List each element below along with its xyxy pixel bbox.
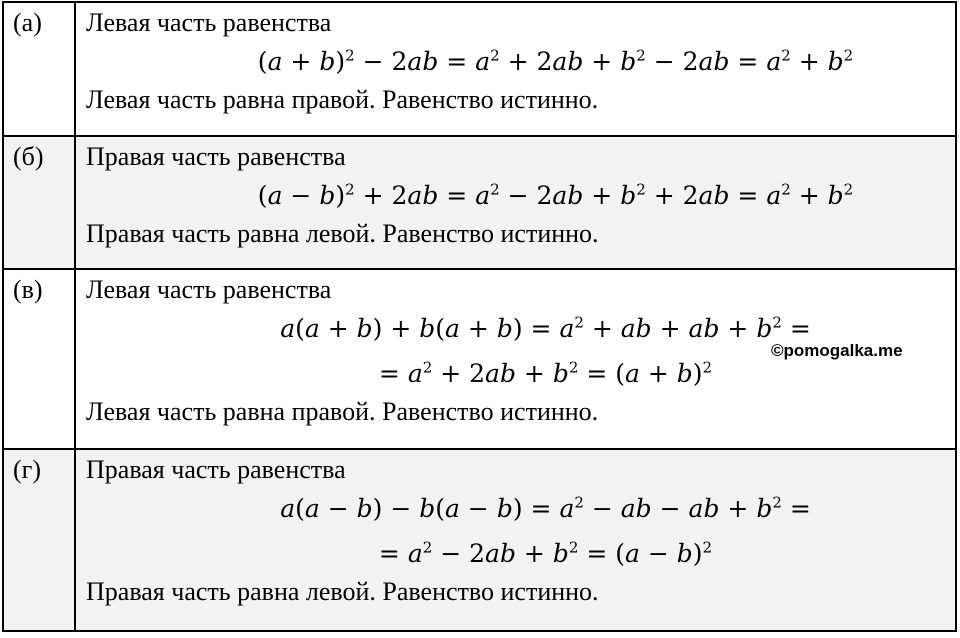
equation-line: $a(a + b) + b(a + b) = a^2$ + ab + ab + $b^2$ = (280, 313, 811, 343)
equation-line: = $a^2 + 2ab + b^2 = (a + b)^2$ (378, 358, 713, 388)
table-row (3, 449, 956, 631)
row-label: (а) (13, 8, 42, 37)
row-label-cell (3, 449, 75, 631)
row-conclusion: Левая часть равна правой. Равенство истинно. (86, 85, 599, 114)
equation-line: $a(a - b) - b(a - b) = a^2$ − ab − ab + $b^2$ = (280, 493, 811, 523)
row-title: Левая часть равенства (86, 8, 332, 37)
row-label: (б) (13, 142, 44, 171)
equation-line: = $a^2 - 2ab + b^2 = (a - b)^2$ (378, 538, 713, 568)
watermark: ©pomogalka.me (771, 341, 903, 360)
row-label: (г) (13, 455, 41, 484)
row-label-cell (3, 136, 75, 269)
row-conclusion: Левая часть равна правой. Равенство истинно. (86, 397, 599, 426)
row-content-cell (75, 2, 956, 136)
row-conclusion: Правая часть равна левой. Равенство истинно. (86, 577, 599, 606)
equation-line: $(a - b)^2 + 2ab = a^2 - 2ab + b^2 + 2ab = a^2 + b^2$ (257, 180, 854, 210)
row-content-cell (75, 136, 956, 269)
table-row (3, 2, 956, 136)
row-title: Правая часть равенства (86, 455, 346, 484)
row-content-cell (75, 449, 956, 631)
row-label: (в) (13, 275, 43, 304)
row-label-cell (3, 2, 75, 136)
equation-line: $(a + b)^2 - 2ab = a^2 + 2ab + b^2 - 2ab = a^2 + b^2$ (257, 46, 854, 76)
row-title: Левая часть равенства (86, 275, 332, 304)
solutions-table (2, 1, 957, 632)
row-title: Правая часть равенства (86, 142, 346, 171)
table-row (3, 136, 956, 269)
row-conclusion: Правая часть равна левой. Равенство истинно. (86, 219, 599, 248)
row-label-cell (3, 269, 75, 449)
